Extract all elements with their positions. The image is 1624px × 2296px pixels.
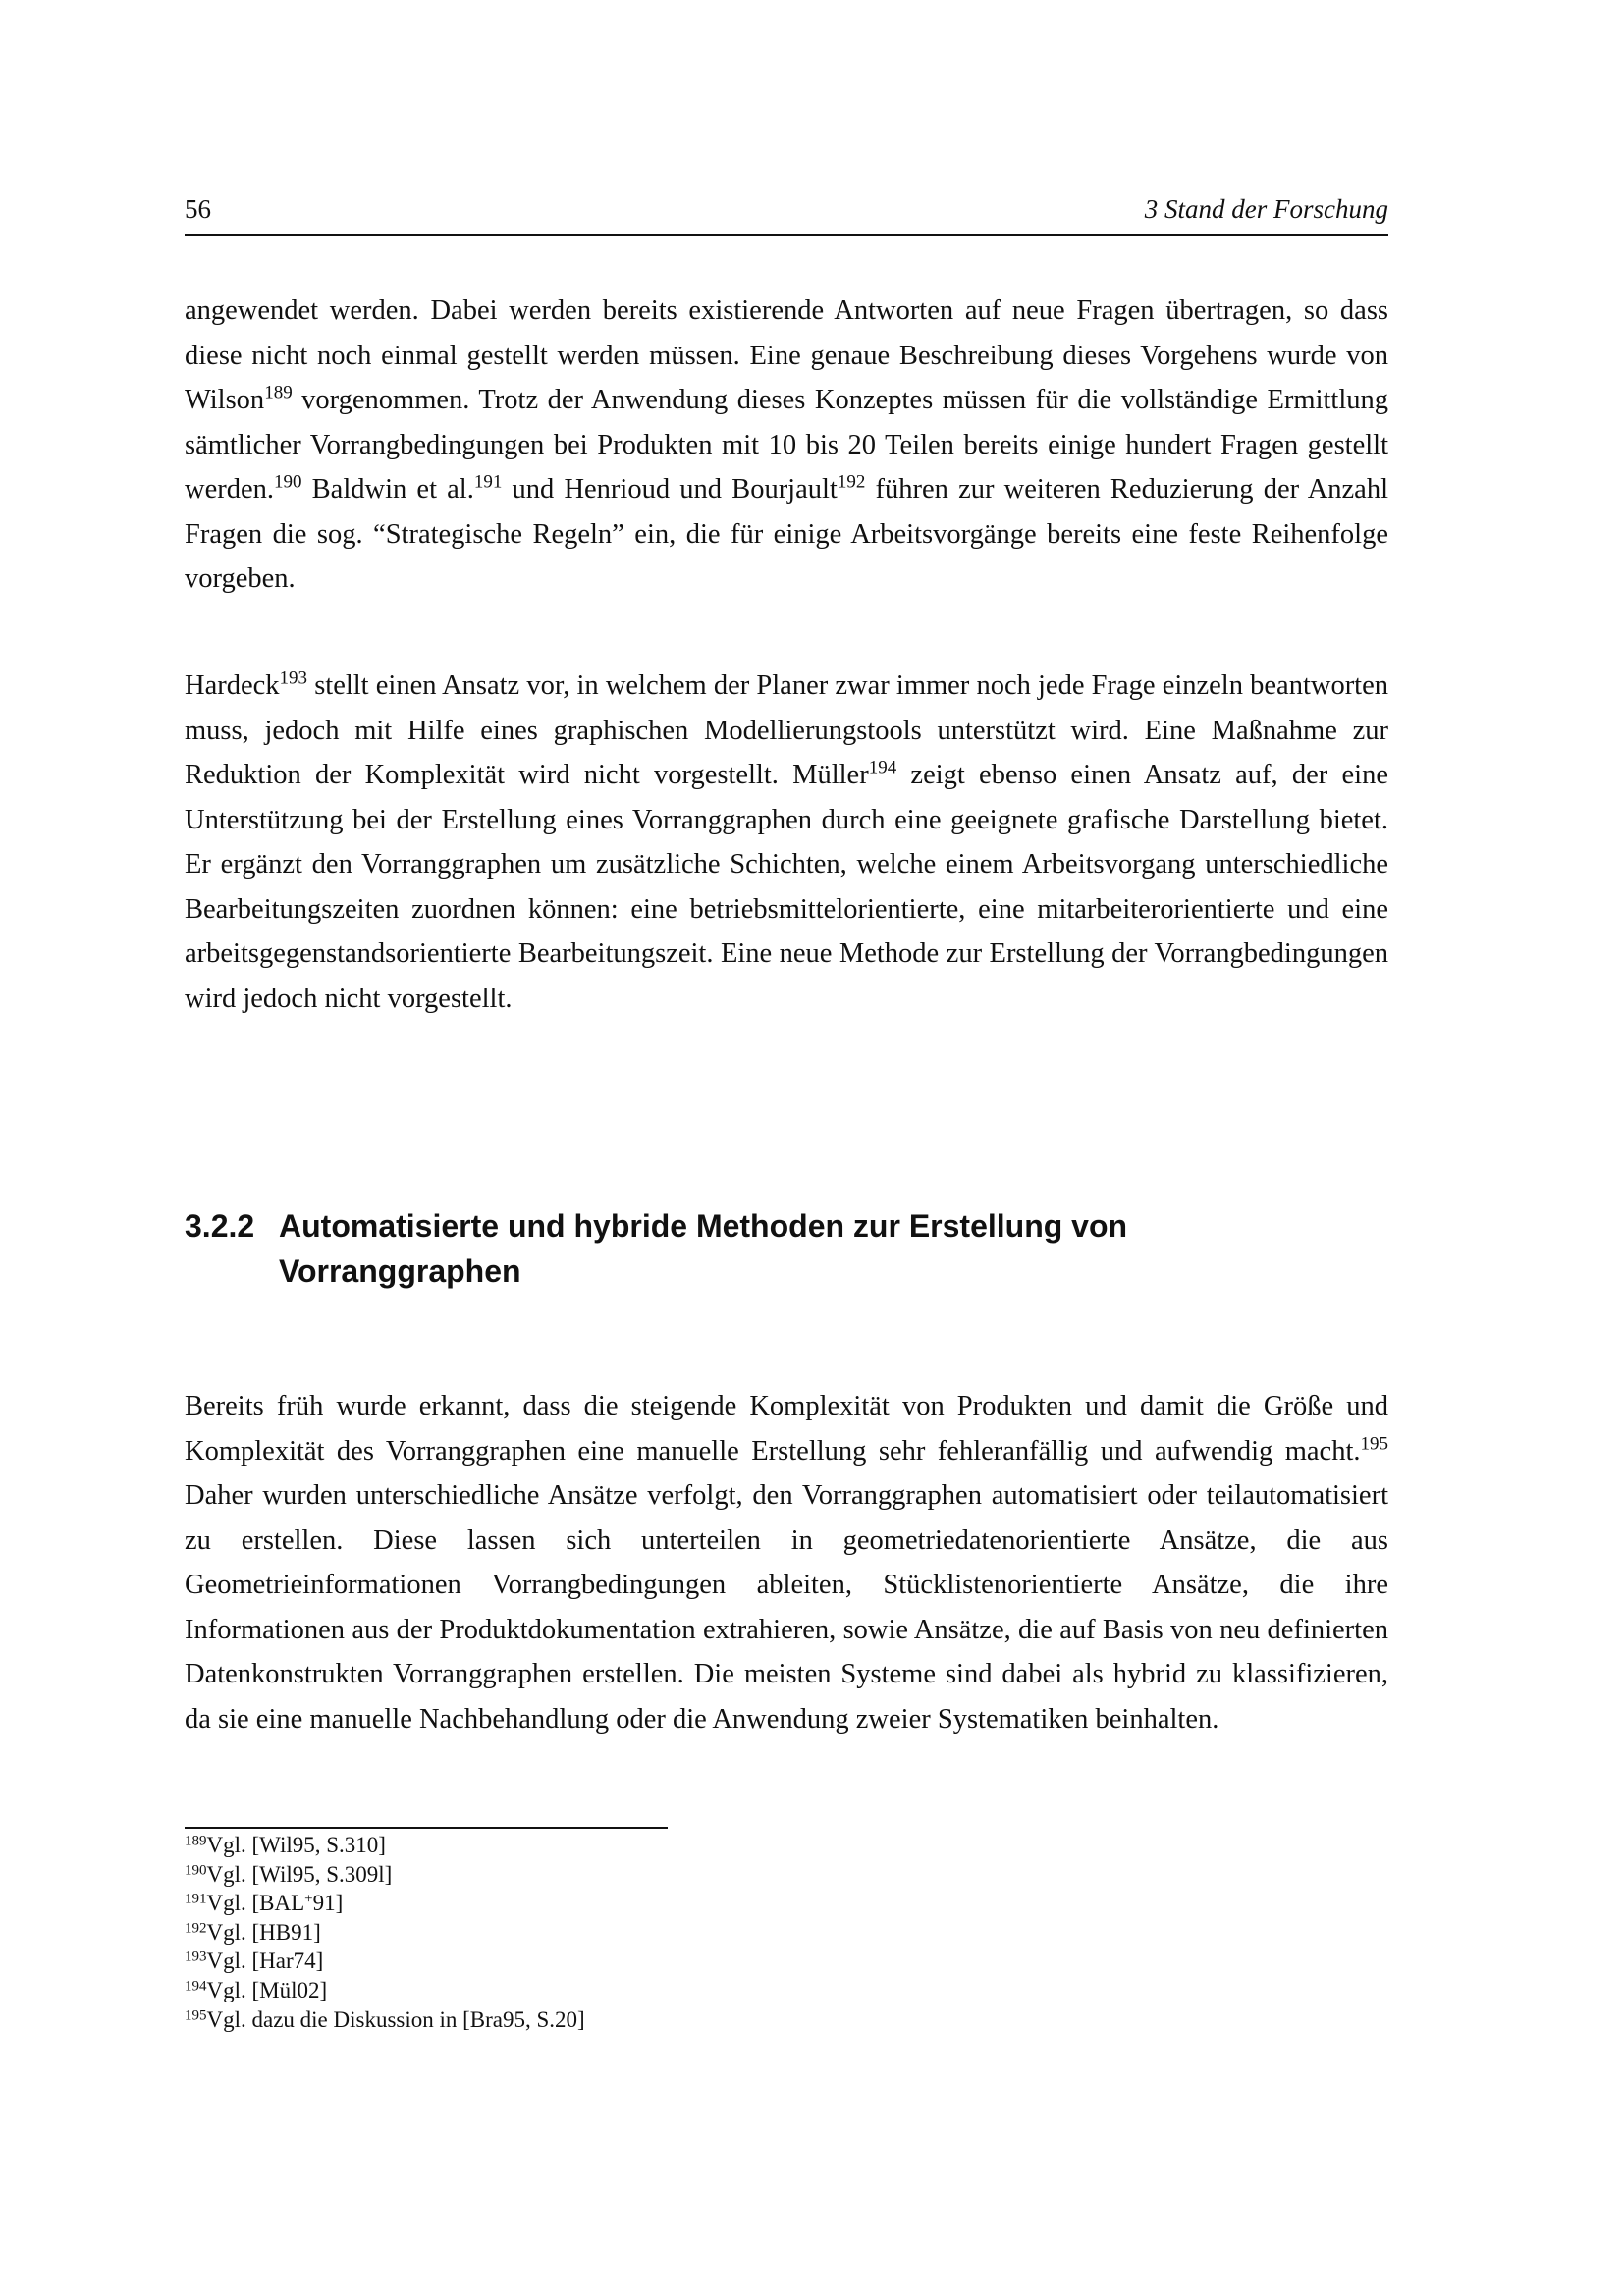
- footnote-ref-191[interactable]: 191: [473, 471, 503, 493]
- footnote-ref-192[interactable]: 192: [837, 471, 866, 493]
- footnote-ref-194[interactable]: 194: [868, 757, 897, 778]
- running-header: [185, 192, 1388, 236]
- footnote-194: $^{194}$Vgl. [Mül02]: [185, 1977, 328, 2002]
- footnote-191: $^{191}$Vgl. [BAL+91]: [185, 1891, 344, 1916]
- section-title: Automatisierte und hybride Methoden zur Erstellung von Vorranggraphen: [279, 1208, 1128, 1289]
- footnote-ref-195[interactable]: 195: [1360, 1433, 1388, 1455]
- section-number: 3.2.2: [185, 1208, 255, 1244]
- footnote-193: $^{193}$Vgl. [Har74]: [185, 1949, 324, 1974]
- footnotes: [185, 1831, 1068, 2034]
- footnote-190: $^{190}$Vgl. [Wil95, S.309l]: [185, 1861, 393, 1887]
- paragraph-3: Bereits früh wurde erkannt, dass die steigende Komplexität von Produkten und damit die Größe und Komplexität des Vorranggraphen eine manuelle Erstellung sehr fehleranfällig und aufwendig macht.$^{195}$ Daher wurden unterschiedliche Ansätze verfolgt, den Vorranggraphen automatisiert oder teilautomatisiert zu erstellen. Diese lassen sich unterteilen in geometriedatenorientierte Ansätze, die aus Geometrieinformationen Vorrangbedingungen ableiten, Stücklistenorientierte Ansätze, die ihre Informationen aus der Produktdokumentation extrahieren, sowie Ansätze, die auf Basis von neu definierten Datenkonstrukten Vorranggraphen erstellen. Die meisten Systeme sind dabei als hybrid zu klassifizieren, da sie eine manuelle Nachbehandlung oder die Anwendung zweier Systematiken beinhalten.: [185, 1391, 1388, 1735]
- footnote-ref-190[interactable]: 190: [274, 471, 302, 493]
- footnote-189: $^{189}$Vgl. [Wil95, S.310]: [185, 1833, 386, 1857]
- footnote-192: $^{192}$Vgl. [HB91]: [185, 1919, 321, 1945]
- paragraph-1: angewendet werden. Dabei werden bereits existierende Antworten auf neue Fragen übertragen, so dass diese nicht noch einmal gestellt werden müssen. Eine genaue Beschreibung dieses Vorgehens wurde von Wilson$^{189}$ vorgenommen. Trotz der Anwendung dieses Konzeptes müssen für die vollständige Ermittlung sämtlicher Vorrangbedingungen bei Produkten mit 10 bis 20 Teilen bereits einige hundert Fragen gestellt werden.$^{190}$ Baldwin et al.$^{191}$ und Henrioud und Bourjault$^{192}$ führen zur weiteren Reduzierung der Anzahl Fragen die sog. “Strategische Regeln” ein, die für einige Arbeitsvorgänge bereits eine feste Reihenfolge vorgeben.: [185, 295, 1388, 594]
- paragraph-2: Hardeck$^{193}$ stellt einen Ansatz vor, in welchem der Planer zwar immer noch jede Frage einzeln beantworten muss, jedoch mit Hilfe eines graphischen Modellierungstools unterstützt wird. Eine Maßnahme zur Reduktion der Komplexität wird nicht vorgestellt. Müller$^{194}$ zeigt ebenso einen Ansatz auf, der eine Unterstützung bei der Erstellung eines Vorranggraphen durch eine geeignete grafische Darstellung bietet. Er ergänzt den Vorranggraphen um zusätzliche Schichten, welche einem Arbeitsvorgang unterschiedliche Bearbeitungszeiten zuordnen können: eine betriebsmittelorientierte, eine mitarbeiterorientierte und eine arbeitsgegenstandsorientierte Bearbeitungszeit. Eine neue Methode zur Erstellung der Vorrangbedingungen wird jedoch nicht vorgestellt.: [185, 667, 1388, 1014]
- footnote-separator: [185, 1827, 668, 1829]
- footnote-195: $^{195}$Vgl. dazu die Diskussion in [Bra95, S.20]: [185, 2006, 585, 2032]
- footnote-ref-193[interactable]: 193: [279, 667, 308, 689]
- page-number: 56: [185, 194, 211, 224]
- footnote-ref-189[interactable]: 189: [264, 382, 293, 403]
- chapter-title: 3 Stand der Forschung: [1144, 194, 1388, 224]
